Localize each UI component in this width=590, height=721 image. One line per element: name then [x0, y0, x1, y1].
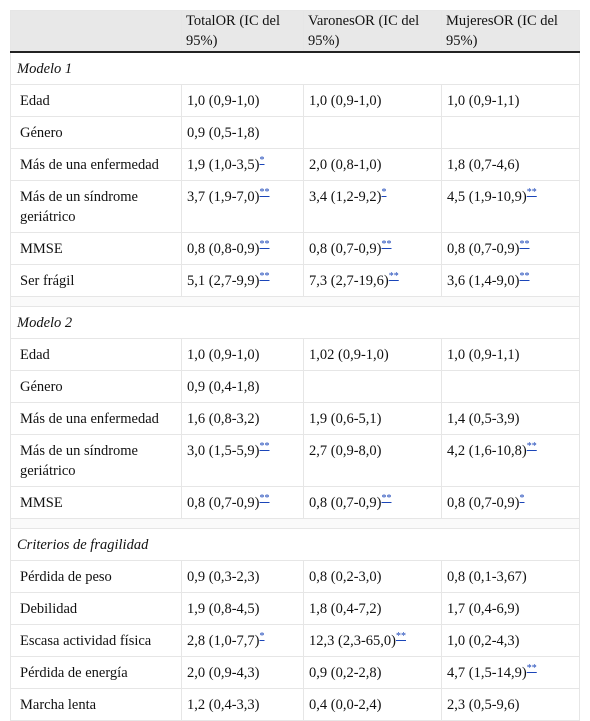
- or-value: 1,9 (0,8-4,5): [187, 601, 260, 617]
- mujeres-or-cell: [442, 561, 580, 593]
- section-spacer: [11, 519, 580, 529]
- or-value: 0,8 (0,8-0,9): [187, 241, 260, 257]
- header-total-column: TotalOR (IC del 95%): [182, 11, 304, 53]
- header-variable-column: [11, 11, 182, 53]
- or-value: 3,7 (1,9-7,0): [187, 189, 260, 205]
- table-row: [11, 435, 580, 487]
- significance-footnote-link[interactable]: *: [519, 493, 525, 505]
- row-label: Escasa actividad física: [11, 625, 182, 657]
- total-or-cell: [182, 625, 304, 657]
- varones-or-cell: [304, 117, 442, 149]
- row-label: Género: [11, 371, 182, 403]
- significance-footnote-link[interactable]: *: [259, 631, 265, 643]
- or-value: 2,0 (0,9-4,3): [187, 665, 260, 681]
- or-value: 0,8 (0,1-3,67): [447, 569, 527, 585]
- total-or-cell: [182, 149, 304, 181]
- row-label: Ser frágil: [11, 265, 182, 297]
- or-value: 1,2 (0,4-3,3): [187, 697, 260, 713]
- or-value: 1,02 (0,9-1,0): [309, 347, 389, 363]
- varones-or-cell: [304, 403, 442, 435]
- total-or-cell: [182, 561, 304, 593]
- varones-or-cell: [304, 233, 442, 265]
- or-value: 0,4 (0,0-2,4): [309, 697, 382, 713]
- row-label: Más de un síndrome geriátrico: [11, 435, 182, 487]
- mujeres-or-cell: [442, 657, 580, 689]
- total-or-cell: [182, 265, 304, 297]
- header-varones-column: VaronesOR (IC del 95%): [304, 11, 442, 53]
- or-value: 1,9 (0,6-5,1): [309, 411, 382, 427]
- or-value: 0,9 (0,3-2,3): [187, 569, 260, 585]
- significance-footnote-link[interactable]: **: [259, 441, 270, 453]
- table-row: [11, 593, 580, 625]
- or-value: 1,0 (0,9-1,1): [447, 93, 520, 109]
- significance-footnote-link[interactable]: **: [396, 631, 406, 643]
- total-or-cell: [182, 181, 304, 233]
- or-value: 1,9 (1,0-3,5): [187, 157, 260, 173]
- significance-footnote-link[interactable]: **: [259, 239, 270, 251]
- or-value: 3,6 (1,4-9,0): [447, 273, 520, 289]
- row-label: Marcha lenta: [11, 689, 182, 721]
- section-header-row: [11, 529, 580, 561]
- or-value: 2,7 (0,9-8,0): [309, 443, 382, 459]
- significance-footnote-link[interactable]: *: [259, 155, 265, 167]
- varones-or-cell: [304, 625, 442, 657]
- total-or-cell: [182, 593, 304, 625]
- significance-footnote-link[interactable]: **: [519, 271, 530, 283]
- total-or-cell: [182, 371, 304, 403]
- table-row: [11, 181, 580, 233]
- or-value: 4,7 (1,5-14,9): [447, 665, 527, 681]
- table-row: [11, 85, 580, 117]
- or-value: 0,9 (0,2-2,8): [309, 665, 382, 681]
- table-row: [11, 265, 580, 297]
- significance-footnote-link[interactable]: *: [381, 187, 387, 199]
- or-value: 3,0 (1,5-5,9): [187, 443, 260, 459]
- total-or-cell: [182, 339, 304, 371]
- mujeres-or-cell: [442, 593, 580, 625]
- odds-ratio-table: [10, 10, 580, 721]
- or-value: 1,4 (0,5-3,9): [447, 411, 520, 427]
- or-value: 4,5 (1,9-10,9): [447, 189, 527, 205]
- table-row: [11, 339, 580, 371]
- or-value: 0,8 (0,7-0,9): [309, 241, 382, 257]
- or-value: 1,0 (0,2-4,3): [447, 633, 520, 649]
- row-label: Edad: [11, 85, 182, 117]
- significance-footnote-link[interactable]: **: [259, 493, 270, 505]
- varones-or-cell: [304, 371, 442, 403]
- spacer-cell: [11, 519, 580, 529]
- significance-footnote-link[interactable]: **: [526, 187, 537, 199]
- or-value: 0,8 (0,7-0,9): [447, 495, 520, 511]
- total-or-cell: [182, 487, 304, 519]
- row-label: MMSE: [11, 233, 182, 265]
- header-mujeres-column: MujeresOR (IC del 95%): [442, 11, 580, 53]
- total-or-cell: [182, 657, 304, 689]
- mujeres-or-cell: [442, 625, 580, 657]
- or-value: 3,4 (1,2-9,2): [309, 189, 382, 205]
- table-row: [11, 403, 580, 435]
- significance-footnote-link[interactable]: **: [381, 239, 392, 251]
- table-row: [11, 371, 580, 403]
- or-value: 1,8 (0,4-7,2): [309, 601, 382, 617]
- mujeres-or-cell: [442, 181, 580, 233]
- row-label: Más de un síndrome geriátrico: [11, 181, 182, 233]
- or-value: 1,8 (0,7-4,6): [447, 157, 520, 173]
- table-row: [11, 117, 580, 149]
- section-header-row: [11, 52, 580, 85]
- or-value: 0,8 (0,7-0,9): [187, 495, 260, 511]
- varones-or-cell: [304, 181, 442, 233]
- or-value: 1,0 (0,9-1,0): [187, 347, 260, 363]
- significance-footnote-link[interactable]: **: [519, 239, 530, 251]
- table-row: [11, 561, 580, 593]
- table-row: [11, 689, 580, 721]
- significance-footnote-link[interactable]: **: [381, 493, 392, 505]
- mujeres-or-cell: [442, 403, 580, 435]
- or-value: 7,3 (2,7-19,6): [309, 273, 389, 289]
- or-value: 4,2 (1,6-10,8): [447, 443, 527, 459]
- varones-or-cell: [304, 657, 442, 689]
- or-value: 1,0 (0,9-1,0): [309, 93, 382, 109]
- mujeres-or-cell: [442, 689, 580, 721]
- or-value: 0,8 (0,7-0,9): [309, 495, 382, 511]
- significance-footnote-link[interactable]: **: [259, 271, 270, 283]
- varones-or-cell: [304, 689, 442, 721]
- total-or-cell: [182, 85, 304, 117]
- row-label: Género: [11, 117, 182, 149]
- total-or-cell: [182, 403, 304, 435]
- or-value: 2,8 (1,0-7,7): [187, 633, 260, 649]
- mujeres-or-cell: [442, 487, 580, 519]
- varones-or-cell: [304, 85, 442, 117]
- table-row: [11, 233, 580, 265]
- or-value: 2,3 (0,5-9,6): [447, 697, 520, 713]
- or-value: 5,1 (2,7-9,9): [187, 273, 260, 289]
- mujeres-or-cell: [442, 117, 580, 149]
- significance-footnote-link[interactable]: **: [526, 441, 537, 453]
- mujeres-or-cell: [442, 371, 580, 403]
- significance-footnote-link[interactable]: **: [526, 663, 537, 675]
- or-value: 12,3 (2,3-65,0): [309, 633, 396, 649]
- section-header-row: [11, 307, 580, 339]
- mujeres-or-cell: [442, 339, 580, 371]
- table-body: [11, 52, 580, 721]
- row-label: Debilidad: [11, 593, 182, 625]
- varones-or-cell: [304, 339, 442, 371]
- mujeres-or-cell: [442, 265, 580, 297]
- or-value: 1,6 (0,8-3,2): [187, 411, 260, 427]
- spacer-cell: [11, 297, 580, 307]
- mujeres-or-cell: [442, 149, 580, 181]
- varones-or-cell: [304, 487, 442, 519]
- table-row: [11, 149, 580, 181]
- section-spacer: [11, 297, 580, 307]
- table-header: [11, 11, 580, 53]
- varones-or-cell: [304, 435, 442, 487]
- section-title: Modelo 1: [11, 52, 580, 85]
- mujeres-or-cell: [442, 233, 580, 265]
- row-label: Edad: [11, 339, 182, 371]
- total-or-cell: [182, 435, 304, 487]
- table-row: [11, 657, 580, 689]
- mujeres-or-cell: [442, 85, 580, 117]
- section-title: Modelo 2: [11, 307, 580, 339]
- significance-footnote-link[interactable]: **: [388, 271, 399, 283]
- total-or-cell: [182, 117, 304, 149]
- mujeres-or-cell: [442, 435, 580, 487]
- row-label: Más de una enfermedad: [11, 403, 182, 435]
- varones-or-cell: [304, 593, 442, 625]
- or-value: 2,0 (0,8-1,0): [309, 157, 382, 173]
- or-value: 0,8 (0,2-3,0): [309, 569, 382, 585]
- varones-or-cell: [304, 265, 442, 297]
- varones-or-cell: [304, 149, 442, 181]
- or-value: 0,9 (0,4-1,8): [187, 379, 260, 395]
- row-label: Pérdida de energía: [11, 657, 182, 689]
- total-or-cell: [182, 689, 304, 721]
- row-label: Pérdida de peso: [11, 561, 182, 593]
- row-label: Más de una enfermedad: [11, 149, 182, 181]
- or-value: 0,9 (0,5-1,8): [187, 125, 260, 141]
- or-value: 0,8 (0,7-0,9): [447, 241, 520, 257]
- header-row: [11, 11, 580, 53]
- varones-or-cell: [304, 561, 442, 593]
- significance-footnote-link[interactable]: **: [259, 187, 270, 199]
- row-label: MMSE: [11, 487, 182, 519]
- or-value: 1,7 (0,4-6,9): [447, 601, 520, 617]
- or-value: 1,0 (0,9-1,0): [187, 93, 260, 109]
- section-title: Criterios de fragilidad: [11, 529, 580, 561]
- total-or-cell: [182, 233, 304, 265]
- table-row: [11, 487, 580, 519]
- or-value: 1,0 (0,9-1,1): [447, 347, 520, 363]
- table-row: [11, 625, 580, 657]
